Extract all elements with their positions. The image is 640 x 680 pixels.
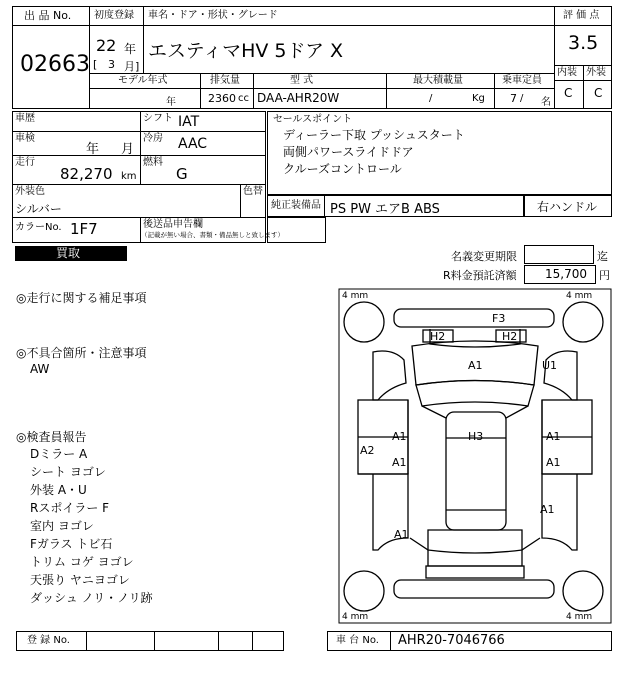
report-extra-box [267, 217, 326, 243]
inspector-line-9: ダッシュ ノリ・ノリ跡 [30, 591, 153, 605]
car-name: エスティマHV 5ドア X [148, 40, 343, 62]
sales-line-1: ディーラー下取 プッシュスタート [283, 128, 465, 142]
displacement-label: 排気量 [210, 75, 240, 86]
handle-value: 右ハンドル [537, 200, 598, 214]
exterior-label: 外装 [586, 67, 606, 78]
recycle-unit: 円 [599, 269, 610, 282]
first-reg-month-open: [ [93, 58, 98, 71]
mark-front-bumper: F3 [492, 312, 506, 325]
inspector-line-5: 室内 ヨゴレ [30, 519, 94, 533]
car-name-label: 車名・ドア・形状・グレード [148, 10, 278, 21]
exterior-grade: C [594, 86, 603, 100]
history-label: 車歴 [15, 113, 35, 124]
tire-label-front-right: 4 mm [566, 291, 593, 301]
max-load-label: 最大積載量 [413, 75, 463, 86]
mark-hood: A1 [468, 359, 483, 372]
grade-value: 3.5 [568, 32, 599, 54]
displacement-unit: cc [238, 93, 249, 104]
capacity-slash: / [520, 93, 524, 104]
mark-headlight-left: H2 [430, 330, 446, 343]
sales-line-2: 両側パワースライドドア [283, 145, 414, 159]
inspector-line-4: Rスポイラー F [30, 501, 110, 515]
inspector-line-6: Fガラス トビ石 [30, 537, 113, 551]
shift-label: シフト [143, 113, 173, 124]
car-damage-diagram [338, 288, 612, 624]
driving-notes-title: ◎走行に関する補足事項 [16, 291, 147, 305]
model-year-label: モデル年式 [118, 75, 168, 86]
name-change-box [524, 245, 594, 264]
sales-line-3: クルーズコントロール [283, 162, 402, 176]
color-no-label: カラーNo. [15, 222, 62, 233]
tire-front-right [563, 302, 603, 342]
mark-right-quarter: A1 [540, 503, 555, 516]
inspector-line-1: Dミラー A [30, 447, 88, 461]
max-load-unit: Kg [472, 93, 485, 104]
first-reg-year: 22 [96, 36, 117, 55]
mark-headlight-right: H2 [502, 330, 518, 343]
inspector-line-7: トリム コゲ ヨゴレ [30, 555, 134, 569]
model-year-unit: 年 [166, 97, 176, 108]
mark-left-side: A2 [360, 444, 375, 457]
lot-no: 02663 [20, 52, 90, 77]
first-reg-month: 3 [108, 58, 115, 71]
recolor-label: 色替 [243, 186, 263, 197]
tire-front-left [344, 302, 384, 342]
reg-no-label: 登 録 No. [27, 635, 70, 646]
tire-label-front-left: 4 mm [342, 291, 369, 301]
ac-label: 冷房 [143, 133, 163, 144]
equipment-label: 純正装備品 [271, 200, 321, 211]
color-no: 1F7 [70, 220, 98, 238]
chassis-label: 車 台 No. [336, 635, 379, 646]
mark-roof: H3 [468, 430, 484, 443]
name-change-suffix: 迄 [597, 250, 608, 263]
sales-point-label: セールスポイント [273, 114, 353, 125]
inspection-month-unit: 月 [121, 142, 135, 157]
max-load-slash: / [429, 93, 433, 104]
first-reg-year-unit: 年 [124, 42, 137, 56]
name-change-label: 名義変更期限 [451, 250, 517, 263]
inspection-label: 車検 [15, 133, 35, 144]
inspector-line-8: 天張り ヤニヨゴレ [30, 573, 130, 587]
displacement: 2360 [208, 92, 236, 105]
interior-label: 内装 [557, 67, 577, 78]
purchase-badge-text: 買取 [56, 246, 81, 260]
first-reg-month-unit: 月] [124, 60, 140, 73]
chassis-value: AHR20-7046766 [398, 633, 505, 648]
mark-right-rear-door: A1 [546, 456, 561, 469]
capacity-label: 乗車定員 [502, 75, 542, 86]
report-note: （記載が無い場合、書類・備品無しと致します） [141, 231, 284, 239]
defects-value: AW [30, 362, 50, 376]
color-value: シルバー [15, 202, 62, 216]
inspector-line-2: シート ヨゴレ [30, 465, 106, 479]
recycle-label: R料金預託済額 [443, 269, 517, 282]
equipment-items: PS PW エアB ABS [330, 202, 440, 217]
mark-left-front-door: A1 [392, 430, 407, 443]
mileage-value: 82,270 [60, 165, 113, 183]
inspector-line-3: 外装 A・U [30, 483, 87, 497]
mark-fender-right: U1 [542, 359, 558, 372]
interior-grade: C [564, 86, 573, 100]
recycle-amount: 15,700 [545, 267, 587, 281]
grade-label: 評 価 点 [563, 10, 600, 21]
inspection-year-unit: 年 [86, 142, 100, 157]
capacity-unit: 名 [541, 97, 551, 108]
mark-right-front-door: A1 [546, 430, 561, 443]
type-label: 型 式 [290, 75, 314, 86]
fuel-label: 燃料 [143, 157, 163, 168]
mileage-unit: km [121, 171, 137, 182]
first-reg-label: 初度登録 [94, 10, 134, 21]
fuel-value: G [176, 165, 188, 183]
tire-rear-right [563, 571, 603, 611]
tire-label-rear-left: 4 mm [342, 612, 369, 622]
color-label: 外装色 [15, 186, 45, 197]
tire-rear-left [344, 571, 384, 611]
mark-left-rear-door: A1 [392, 456, 407, 469]
defects-title: ◎不具合箇所・注意事項 [16, 346, 147, 360]
shift-value: IAT [178, 114, 200, 130]
mark-left-quarter: A1 [394, 528, 409, 541]
type-value: DAA-AHR20W [257, 91, 340, 105]
capacity: 7 [510, 92, 517, 105]
report-label: 後送品申告欄 [143, 219, 203, 230]
mileage-label: 走行 [15, 157, 35, 168]
lot-no-label: 出 品 No. [24, 9, 72, 22]
ac-value: AAC [178, 136, 208, 152]
tire-label-rear-right: 4 mm [566, 612, 593, 622]
inspector-title: ◎検査員報告 [16, 430, 87, 444]
